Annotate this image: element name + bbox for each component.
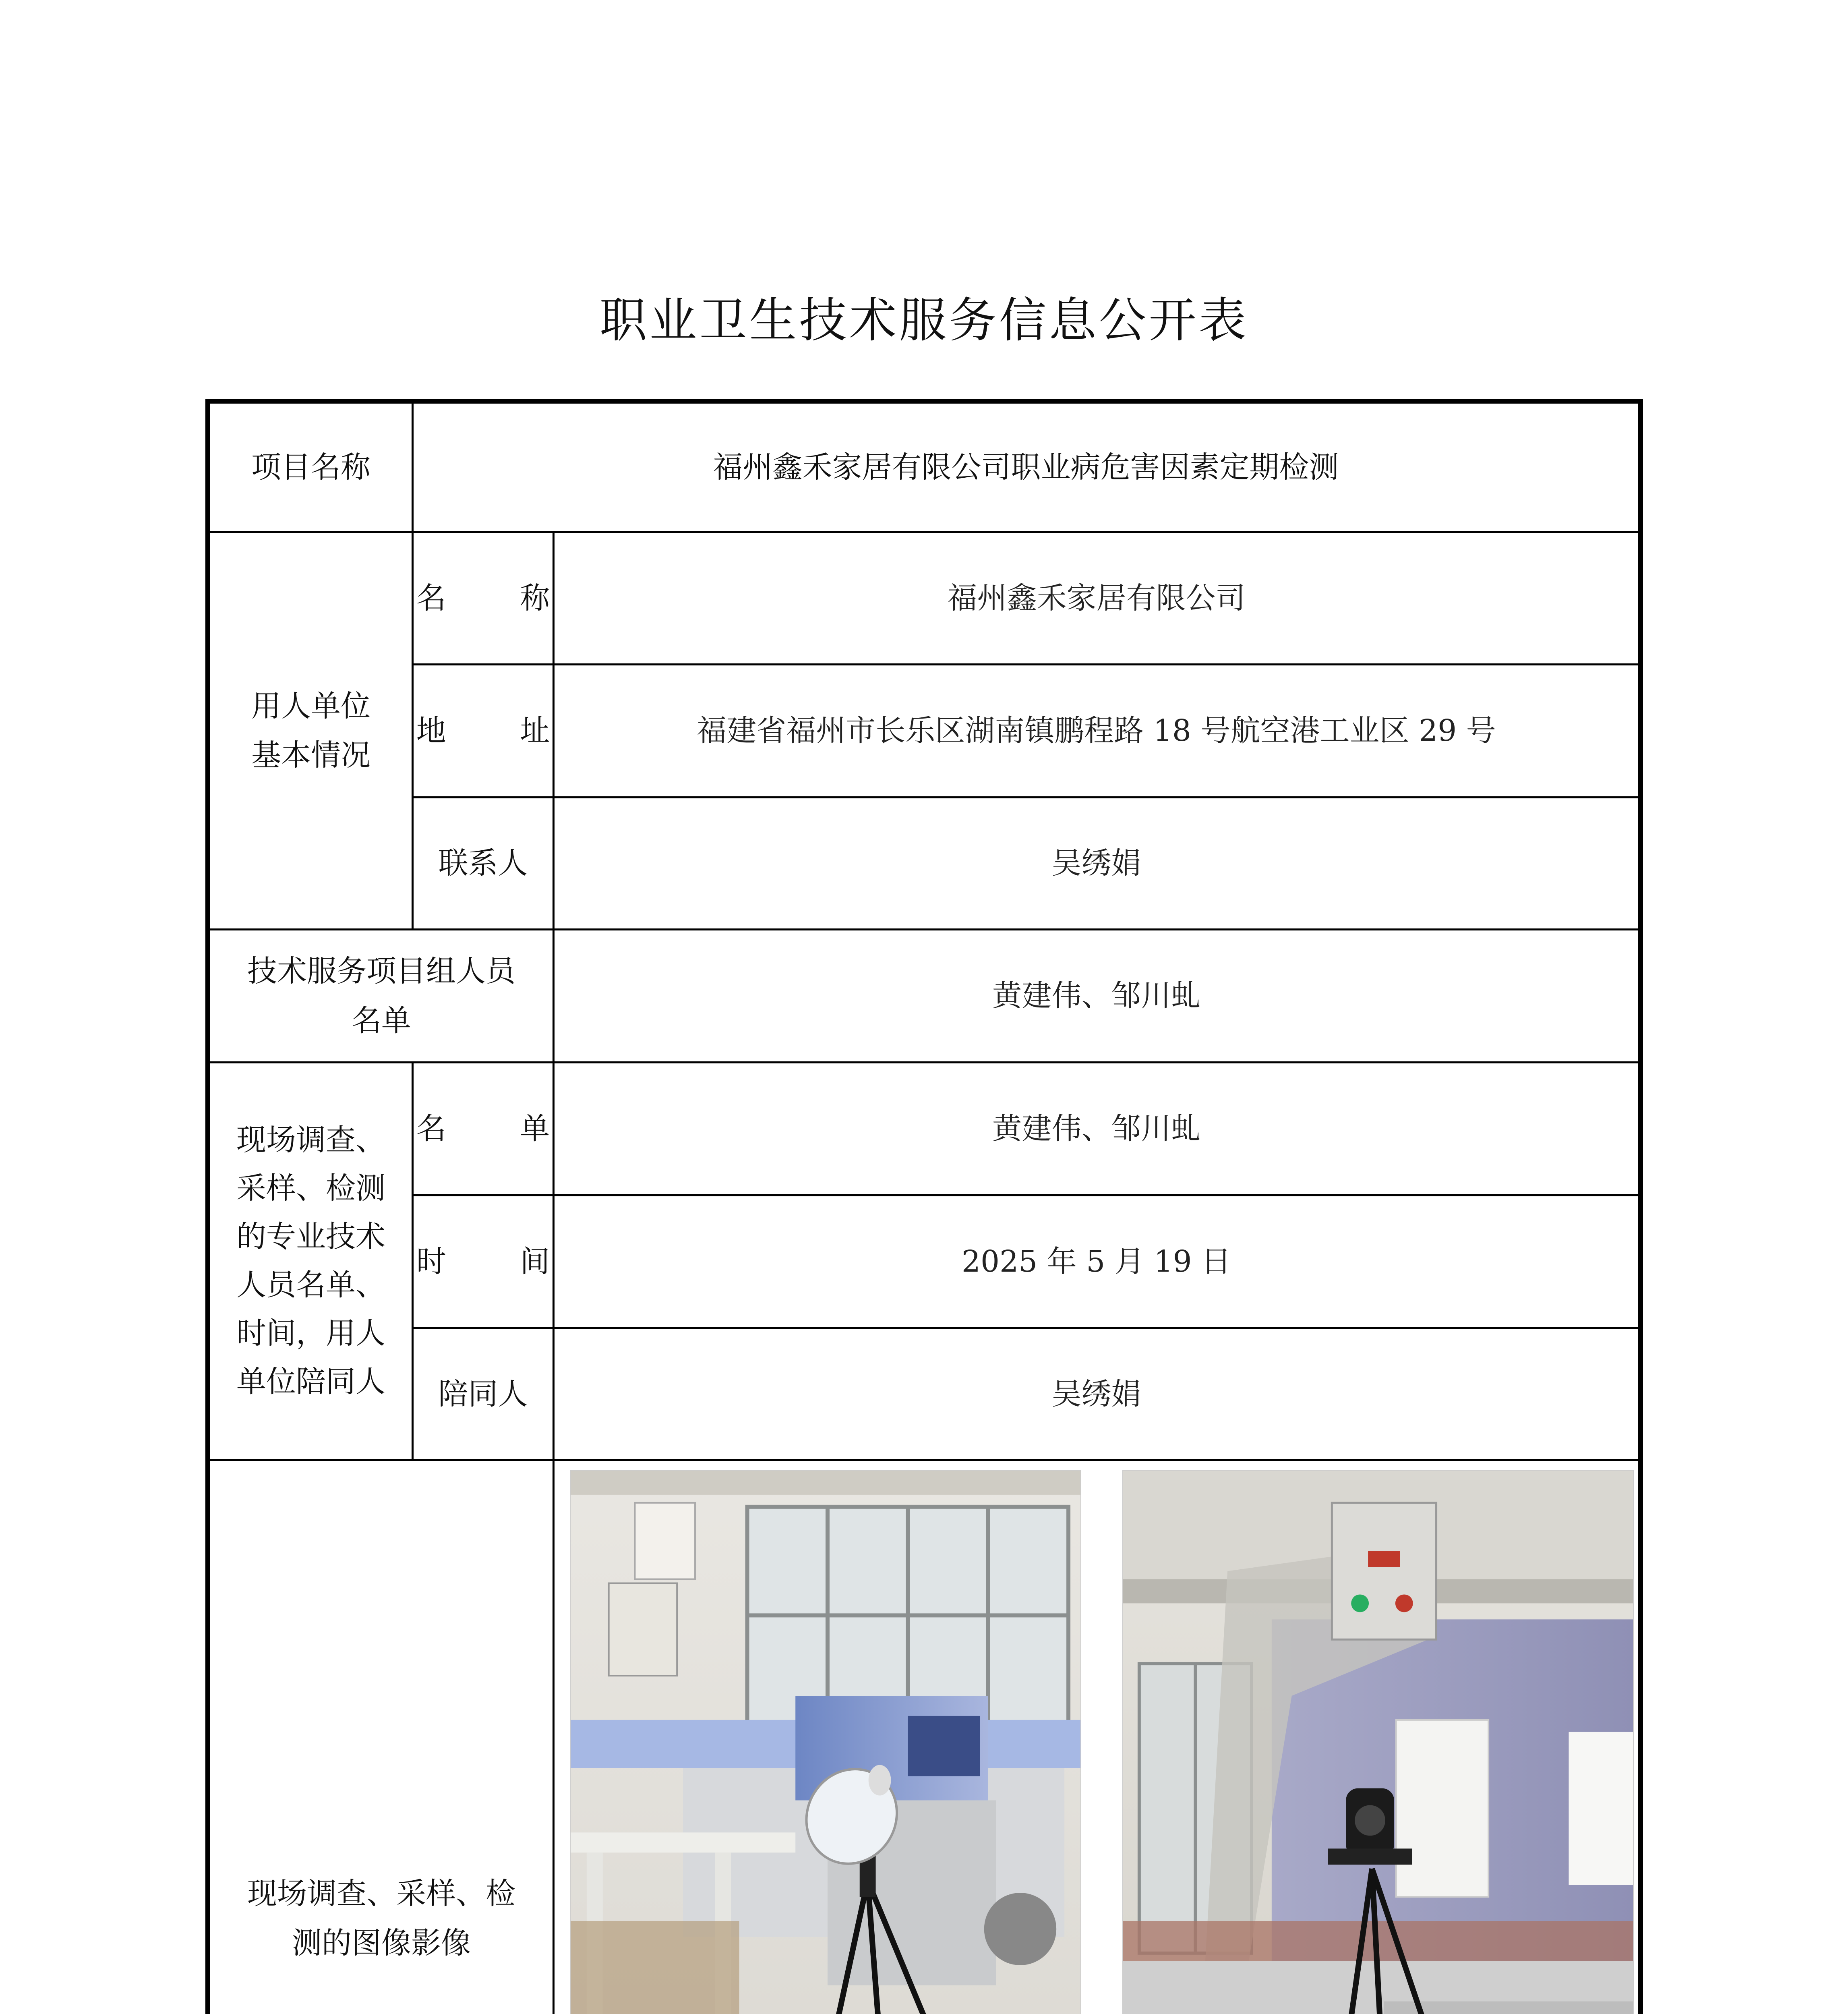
site-photo-1-image bbox=[571, 1471, 1080, 2014]
project-name-value: 福州鑫禾家居有限公司职业病危害因素定期检测 bbox=[713, 450, 1339, 485]
employer-info-label: 用人单位 基本情况 bbox=[251, 688, 370, 773]
employer-name-label: 名 称 bbox=[416, 580, 582, 615]
survey-names-value: 黄建伟、邹川虬 bbox=[992, 1111, 1201, 1146]
survey-time-value: 2025 年 5 月 19 日 bbox=[961, 1244, 1231, 1279]
team-label: 技术服务项目组人员 名单 bbox=[247, 954, 515, 1038]
site-photo-2-image bbox=[1123, 1471, 1633, 2014]
page-title: 职业卫生技术服务信息公开表 bbox=[599, 292, 1249, 348]
survey-time-label-cell bbox=[414, 1196, 582, 1327]
employer-name-label-cell bbox=[414, 533, 582, 663]
site-photo-2 bbox=[1122, 1470, 1634, 2014]
employer-address-label-cell bbox=[414, 665, 582, 796]
survey-escort-label: 陪同人 bbox=[438, 1376, 528, 1411]
employer-address-label: 地 址 bbox=[416, 713, 582, 748]
site-photo-1 bbox=[570, 1470, 1081, 2014]
employer-address-value: 福建省福州市长乐区湖南镇鹏程路 18 号航空港工业区 29 号 bbox=[697, 713, 1496, 748]
survey-names-label: 名 单 bbox=[416, 1111, 582, 1146]
info-table bbox=[205, 399, 1643, 2014]
survey-names-label-cell bbox=[414, 1063, 582, 1194]
employer-name-value: 福州鑫禾家居有限公司 bbox=[947, 580, 1246, 615]
employer-contact-label: 联系人 bbox=[438, 846, 528, 881]
team-value: 黄建伟、邹川虬 bbox=[992, 978, 1201, 1013]
project-name-label: 项目名称 bbox=[251, 450, 370, 485]
survey-time-label: 时 间 bbox=[416, 1244, 582, 1279]
employer-contact-value: 吴绣娟 bbox=[1051, 846, 1141, 881]
survey-label: 现场调查、 采样、检测 的专业技术 人员名单、 时间，用人 单位陪同人 bbox=[236, 1123, 385, 1399]
survey-escort-value: 吴绣娟 bbox=[1051, 1376, 1141, 1411]
site-images-label: 现场调查、采样、检 测的图像影像 bbox=[247, 1876, 515, 1960]
